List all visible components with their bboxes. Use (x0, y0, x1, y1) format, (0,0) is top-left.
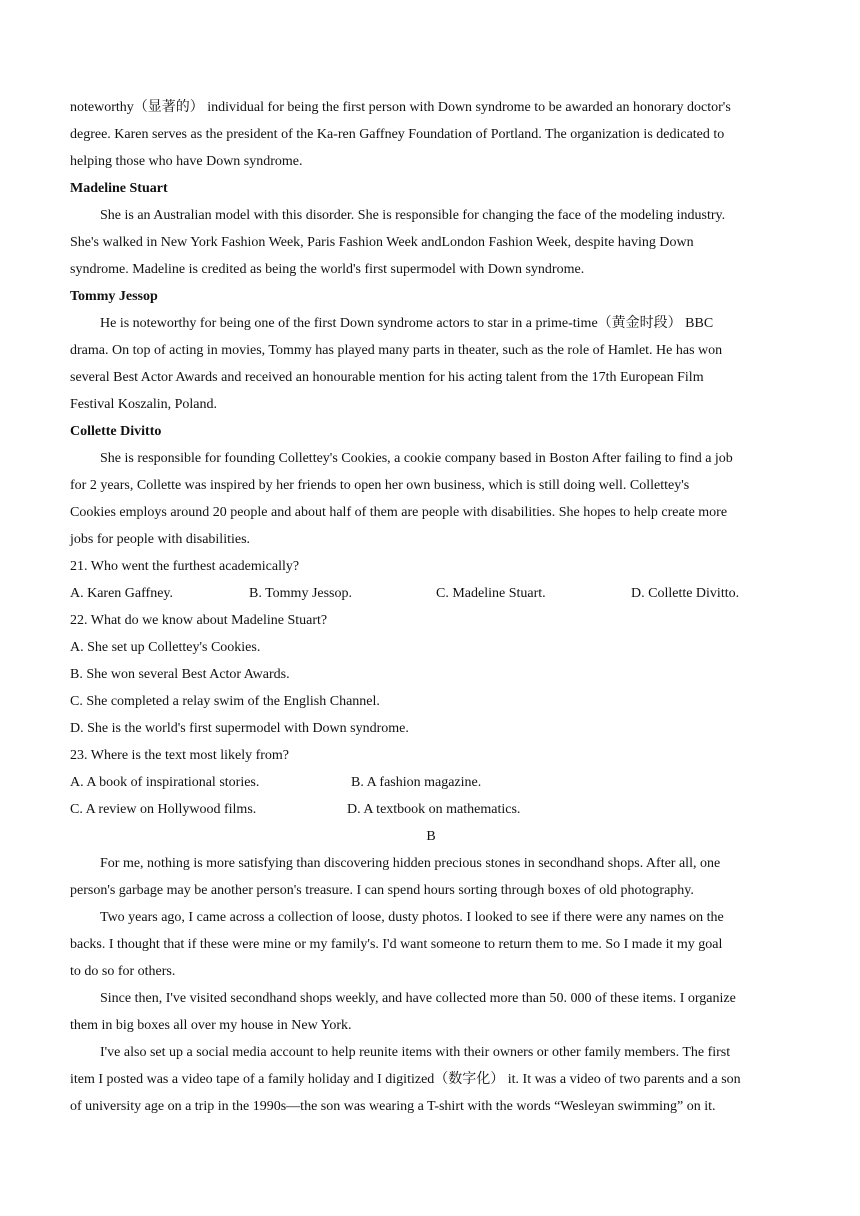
option-b: B. She won several Best Actor Awards. (70, 667, 290, 682)
person-paragraph (70, 202, 792, 283)
question-options (70, 580, 792, 607)
text-line: backs. I thought that if these were mine or my family's. I'd want someone to return them to me. So I made it my goal (70, 937, 723, 952)
text-line: for 2 years, Collette was inspired by her friends to open her own business, which is still doing well. Colletteу's (70, 478, 690, 493)
option-a: A. She set up Colletteу's Cookies. (70, 640, 261, 655)
text-line: noteworthy（显著的） individual for being the first person with Down syndrome to be awarded an honorary doctor's (70, 100, 731, 115)
text-line: person's garbage may be another person's treasure. I can spend hours sorting through boxes of old photography. (70, 883, 694, 898)
text-line: drama. On top of acting in movies, Tommy has played many parts in theater, such as the role of Hamlet. He has won (70, 343, 723, 358)
text-line: He is noteworthy for being one of the first Down syndrome actors to star in a prime-time（黄金时段） BBC (100, 316, 714, 331)
question-stem: 23. Where is the text most likely from? (70, 748, 290, 763)
text-line: several Best Actor Awards and received an honourable mention for his acting talent from the 17th European Film (70, 370, 704, 385)
person-paragraph (70, 310, 792, 418)
text-line: Festival Koszalin, Poland. (70, 397, 217, 412)
text-line: helping those who have Down syndrome. (70, 154, 303, 169)
option-c: C. Madeline Stuart. (436, 586, 546, 601)
person-heading: Madeline Stuart (70, 181, 168, 196)
text-line: For me, nothing is more satisfying than discovering hidden precious stones in secondhand shops. After all, one (100, 856, 721, 871)
text-line: syndrome. Madeline is credited as being the world's first supermodel with Down syndrome. (70, 262, 585, 277)
text-line: Since then, I've visited secondhand shops weekly, and have collected more than 50. 000 of these items. I organize (100, 991, 736, 1006)
option-d: D. A textbook on mathematics. (347, 802, 521, 817)
passage-paragraph (70, 904, 792, 985)
option-d: D. She is the world's first supermodel with Down syndrome. (70, 721, 409, 736)
option-c: C. She completed a relay swim of the English Channel. (70, 694, 380, 709)
person-heading: Collette Divitto (70, 424, 162, 439)
option-a: A. Karen Gaffney. (70, 586, 174, 601)
passage-paragraph (70, 850, 792, 904)
passage-paragraph (70, 1039, 792, 1120)
text-line: Cookies employs around 20 people and about half of them are people with disabilities. She hopes to help create more (70, 505, 728, 520)
document-body (70, 94, 792, 1120)
option-c: C. A review on Hollywood films. (70, 802, 257, 817)
text-line: She is responsible for founding Colletteу's Cookies, a cookie company based in Boston After failing to find a job (100, 451, 733, 466)
option-b: B. Tommy Jessop. (249, 586, 352, 601)
question-stem: 22. What do we know about Madeline Stuart? (70, 613, 328, 628)
question-stem: 21. Who went the furthest academically? (70, 559, 300, 574)
text-line: of university age on a trip in the 1990s—the son was wearing a T-shirt with the words “Wesleyan swimming” on it. (70, 1099, 716, 1114)
text-line: I've also set up a social media account to help reunite items with their owners or other family members. The first (100, 1045, 731, 1060)
text-line: Two years ago, I came across a collection of loose, dusty photos. I looked to see if there were any names on the (100, 910, 724, 925)
text-line: item I posted was a video tape of a family holiday and I digitized（数字化） it. It was a video of two parents and a son (70, 1072, 741, 1087)
question-options (70, 769, 792, 796)
passage-paragraph (70, 985, 792, 1039)
section-label: B (426, 829, 436, 844)
question-options (70, 796, 792, 823)
text-line: to do so for others. (70, 964, 176, 979)
text-line: degree. Karen serves as the president of the Ka-ren Gaffney Foundation of Portland. The organization is dedicated to (70, 127, 725, 142)
text-line: She's walked in New York Fashion Week, Paris Fashion Week andLondon Fashion Week, despite having Down (70, 235, 694, 250)
text-line: jobs for people with disabilities. (70, 532, 251, 547)
option-b: B. A fashion magazine. (351, 775, 482, 790)
option-d: D. Collette Divitto. (631, 586, 740, 601)
text-line: She is an Australian model with this disorder. She is responsible for changing the face of the modeling industry. (100, 208, 726, 223)
text-line: them in big boxes all over my house in New York. (70, 1018, 352, 1033)
person-paragraph (70, 445, 792, 553)
intro-paragraph (70, 94, 792, 175)
person-heading: Tommy Jessop (70, 289, 158, 304)
option-a: A. A book of inspirational stories. (70, 775, 260, 790)
